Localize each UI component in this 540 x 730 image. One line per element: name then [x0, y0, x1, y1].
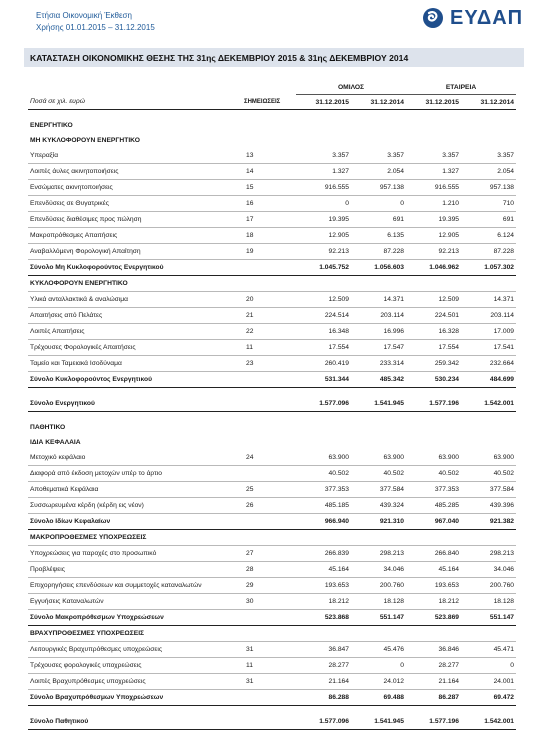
table-row [28, 466, 516, 482]
amount-cell: 485.285 [406, 498, 461, 514]
amount-cell: 193.653 [296, 578, 351, 594]
amount-cell: 485.342 [351, 372, 406, 388]
note-ref: 26 [244, 498, 296, 514]
amount-cell: 523.869 [406, 610, 461, 626]
note-ref [244, 690, 296, 706]
note-ref: 24 [244, 450, 296, 466]
line-item-label: Λοιπές Βραχυπρόθεσμες υποχρεώσεις [28, 674, 244, 690]
table-row [28, 324, 516, 340]
amount-cell: 967.040 [406, 514, 461, 530]
section-heading-row [28, 276, 516, 292]
amount-cell: 3.357 [351, 148, 406, 164]
section-heading-row [28, 435, 516, 450]
line-item-label: Σύνολο Ιδίων Κεφαλαίων [28, 514, 244, 530]
amount-cell: 1.327 [406, 164, 461, 180]
section-heading-row [28, 626, 516, 642]
section-heading: ΠΑΘΗΤΙΚΟ [30, 424, 66, 431]
amount-cell: 921.310 [351, 514, 406, 530]
amount-cell: 40.502 [296, 466, 351, 482]
amount-cell: 266.840 [406, 546, 461, 562]
amount-cell: 551.147 [461, 610, 516, 626]
amount-cell: 1.577.196 [406, 396, 461, 412]
amount-cell: 14.371 [461, 292, 516, 308]
amount-cell: 12.905 [406, 228, 461, 244]
amount-cell: 485.185 [296, 498, 351, 514]
note-ref [244, 372, 296, 388]
amount-cell: 45.164 [296, 562, 351, 578]
note-ref: 11 [244, 340, 296, 356]
amount-cell: 377.353 [296, 482, 351, 498]
table-row [28, 180, 516, 196]
table-row [28, 578, 516, 594]
amount-cell: 200.760 [461, 578, 516, 594]
amount-cell: 19.395 [406, 212, 461, 228]
section-heading: ΙΔΙΑ ΚΕΦΑΛΑΙΑ [30, 439, 81, 446]
amount-cell: 551.147 [351, 610, 406, 626]
amount-cell: 1.542.001 [461, 396, 516, 412]
section-heading-row [28, 133, 516, 148]
amount-cell: 18.212 [296, 594, 351, 610]
amount-cell: 484.699 [461, 372, 516, 388]
column-group-header [28, 80, 516, 95]
table-row [28, 308, 516, 324]
amount-cell: 17.541 [461, 340, 516, 356]
amount-cell: 3.357 [461, 148, 516, 164]
amount-cell: 957.138 [461, 180, 516, 196]
table-row [28, 594, 516, 610]
amount-cell: 28.277 [296, 658, 351, 674]
line-item-label: Λοιπές Απαιτήσεις [28, 324, 244, 340]
section-heading: ΕΝΕΡΓΗΤΙΚΟ [30, 122, 73, 129]
amount-cell: 1.542.001 [461, 714, 516, 730]
line-item-label: Ενσώματες ακινητοποιήσεις [28, 180, 244, 196]
date-header: 31.12.2014 [351, 95, 406, 110]
report-header [36, 10, 155, 34]
line-item-label: Υποχρεώσεις για παροχές στο προσωπικό [28, 546, 244, 562]
report-name: Ετήσια Οικονομική Έκθεση [36, 11, 132, 20]
amount-cell: 1.056.603 [351, 260, 406, 276]
note-ref [244, 610, 296, 626]
amount-cell: 36.847 [296, 642, 351, 658]
amount-cell: 45.471 [461, 642, 516, 658]
date-header: 31.12.2014 [461, 95, 516, 110]
note-ref: 23 [244, 356, 296, 372]
table-row [28, 482, 516, 498]
amount-cell: 86.288 [296, 690, 351, 706]
statement-title-band [24, 48, 524, 67]
company-logo [422, 6, 534, 30]
amount-cell: 12.905 [296, 228, 351, 244]
amount-cell: 28.277 [406, 658, 461, 674]
section-heading: ΒΡΑΧΥΠΡΟΘΕΣΜΕΣ ΥΠΟΧΡΕΩΣΕΙΣ [28, 626, 516, 642]
amount-cell: 1.327 [296, 164, 351, 180]
note-ref: 21 [244, 308, 296, 324]
amount-cell: 17.009 [461, 324, 516, 340]
note-ref: 17 [244, 212, 296, 228]
amount-cell: 2.054 [351, 164, 406, 180]
line-item-label: Επιχορηγήσεις επενδύσεων και συμμετοχές καταναλωτών [28, 578, 244, 594]
notes-column-label: ΣΗΜΕΙΩΣΕΙΣ [244, 95, 296, 110]
amount-cell: 377.584 [351, 482, 406, 498]
note-ref: 29 [244, 578, 296, 594]
amount-cell: 1.057.302 [461, 260, 516, 276]
amount-cell: 691 [351, 212, 406, 228]
line-item-label: Επενδύσεις διαθέσιμες προς πώληση [28, 212, 244, 228]
amount-cell: 710 [461, 196, 516, 212]
line-item-label: Προβλέψεις [28, 562, 244, 578]
amount-cell: 40.502 [351, 466, 406, 482]
amount-cell: 21.164 [406, 674, 461, 690]
amount-cell: 45.164 [406, 562, 461, 578]
amount-cell: 16.996 [351, 324, 406, 340]
amount-cell: 3.357 [296, 148, 351, 164]
total-row [28, 610, 516, 626]
line-item-label: Υλικά ανταλλακτικά & αναλώσιμα [28, 292, 244, 308]
group-column-label: ΟΜΙΛΟΣ [296, 80, 406, 95]
amount-cell: 36.846 [406, 642, 461, 658]
total-row [28, 372, 516, 388]
note-ref: 11 [244, 658, 296, 674]
amount-cell: 45.476 [351, 642, 406, 658]
note-ref: 18 [244, 228, 296, 244]
line-item-label: Σύνολο Μη Κυκλοφορούντος Ενεργητικού [28, 260, 244, 276]
note-ref [244, 466, 296, 482]
line-item-label: Σύνολο Κυκλοφορούντος Ενεργητικού [28, 372, 244, 388]
amount-cell: 69.472 [461, 690, 516, 706]
amount-cell: 40.502 [406, 466, 461, 482]
amount-cell: 531.344 [296, 372, 351, 388]
amount-cell: 523.868 [296, 610, 351, 626]
statement-title: ΚΑΤΑΣΤΑΣΗ ΟΙΚΟΝΟΜΙΚΗΣ ΘΕΣΗΣ ΤΗΣ 31ης ΔΕΚΕΜΒΡΙΟΥ 2015 & 31ης ΔΕΚΕΜΒΡΙΟΥ 2014 [30, 52, 409, 63]
amount-cell: 1.541.945 [351, 396, 406, 412]
amount-cell: 16.328 [406, 324, 461, 340]
table-row [28, 642, 516, 658]
amount-cell: 92.213 [406, 244, 461, 260]
line-item-label: Συσσωρευμένα κέρδη (κέρδη εις νέον) [28, 498, 244, 514]
table-row [28, 450, 516, 466]
note-ref: 28 [244, 562, 296, 578]
section-heading: ΜΗ ΚΥΚΛΟΦΟΡΟΥΝ ΕΝΕΡΓΗΤΙΚΟ [30, 137, 140, 144]
amount-cell: 203.114 [351, 308, 406, 324]
amount-cell: 63.900 [296, 450, 351, 466]
amount-cell: 63.900 [461, 450, 516, 466]
amount-cell: 921.382 [461, 514, 516, 530]
amount-cell: 377.584 [461, 482, 516, 498]
amount-cell: 86.287 [406, 690, 461, 706]
amount-cell: 40.502 [461, 466, 516, 482]
section-heading-row [28, 420, 516, 435]
table-row [28, 244, 516, 260]
line-item-label: Αναβαλλόμενη Φορολογική Απαίτηση [28, 244, 244, 260]
amount-cell: 16.348 [296, 324, 351, 340]
amount-cell: 1.541.945 [351, 714, 406, 730]
amount-cell: 298.213 [351, 546, 406, 562]
line-item-label: Επενδύσεις σε Θυγατρικές [28, 196, 244, 212]
financial-position-table [28, 80, 516, 730]
amount-cell: 224.514 [296, 308, 351, 324]
table-row [28, 658, 516, 674]
amount-cell: 6.124 [461, 228, 516, 244]
amount-cell: 0 [351, 658, 406, 674]
note-ref: 14 [244, 164, 296, 180]
amount-cell: 260.419 [296, 356, 351, 372]
line-item-label: Τρέχουσες φορολογικές υποχρεώσεις [28, 658, 244, 674]
amount-cell: 1.046.962 [406, 260, 461, 276]
spacer-row [28, 388, 516, 397]
amount-cell: 12.509 [296, 292, 351, 308]
spacer-row [28, 110, 516, 119]
amount-cell: 259.342 [406, 356, 461, 372]
table-row [28, 148, 516, 164]
amount-cell: 18.212 [406, 594, 461, 610]
amounts-unit-label: Ποσά σε χιλ. ευρώ [28, 95, 244, 110]
line-item-label: Λειτουργικές Βραχυπρόθεσμες υποχρεώσεις [28, 642, 244, 658]
amount-cell: 232.664 [461, 356, 516, 372]
amount-cell: 34.046 [461, 562, 516, 578]
amount-cell: 1.210 [406, 196, 461, 212]
line-item-label: Σύνολο Ενεργητικού [28, 396, 244, 412]
amount-cell: 530.234 [406, 372, 461, 388]
logo-text: ΕΥΔΑΠ [450, 6, 524, 29]
amount-cell: 24.012 [351, 674, 406, 690]
table-row [28, 228, 516, 244]
amount-cell: 87.228 [351, 244, 406, 260]
amount-cell: 1.577.096 [296, 396, 351, 412]
amount-cell: 2.054 [461, 164, 516, 180]
line-item-label: Μακροπρόθεσμες Απαιτήσεις [28, 228, 244, 244]
section-heading: ΚΥΚΛΟΦΟΡΟΥΝ ΕΝΕΡΓΗΤΙΚΟ [28, 276, 516, 292]
amount-cell: 63.900 [351, 450, 406, 466]
line-item-label: Μετοχικό κεφάλαιο [28, 450, 244, 466]
amount-cell: 439.396 [461, 498, 516, 514]
amount-cell: 92.213 [296, 244, 351, 260]
amount-cell: 19.395 [296, 212, 351, 228]
line-item-label: Εγγυήσεις Καταναλωτών [28, 594, 244, 610]
line-item-label: Υπεραξία [28, 148, 244, 164]
line-item-label: Απαιτήσεις από Πελάτες [28, 308, 244, 324]
table-row [28, 562, 516, 578]
amount-cell: 200.760 [351, 578, 406, 594]
amount-cell: 17.554 [406, 340, 461, 356]
total-row [28, 690, 516, 706]
note-ref [244, 514, 296, 530]
note-ref: 19 [244, 244, 296, 260]
line-item-label: Σύνολο Βραχυπρόθεσμων Υποχρεώσεων [28, 690, 244, 706]
total-row [28, 514, 516, 530]
table-row [28, 674, 516, 690]
line-item-label: Λοιπές άυλες ακινητοποιήσεις [28, 164, 244, 180]
table-row [28, 196, 516, 212]
line-item-label: Αποθεματικά Κεφάλαια [28, 482, 244, 498]
amount-cell: 87.228 [461, 244, 516, 260]
note-ref: 15 [244, 180, 296, 196]
amount-cell: 916.555 [296, 180, 351, 196]
date-header: 31.12.2015 [406, 95, 461, 110]
section-heading-row [28, 118, 516, 133]
note-ref [244, 260, 296, 276]
table-row [28, 356, 516, 372]
note-ref: 22 [244, 324, 296, 340]
amount-cell: 916.555 [406, 180, 461, 196]
amount-cell: 377.353 [406, 482, 461, 498]
amount-cell: 63.900 [406, 450, 461, 466]
section-heading-row [28, 530, 516, 546]
note-ref: 13 [244, 148, 296, 164]
total-row [28, 396, 516, 412]
line-item-label: Σύνολο Παθητικού [28, 714, 244, 730]
note-ref: 27 [244, 546, 296, 562]
amount-cell: 0 [461, 658, 516, 674]
table-row [28, 546, 516, 562]
amount-cell: 14.371 [351, 292, 406, 308]
report-period: Χρήσης 01.01.2015 – 31.12.2015 [36, 23, 155, 32]
date-header: 31.12.2015 [296, 95, 351, 110]
table-row [28, 212, 516, 228]
amount-cell: 21.164 [296, 674, 351, 690]
note-ref: 31 [244, 642, 296, 658]
amount-cell: 966.940 [296, 514, 351, 530]
amount-cell: 34.046 [351, 562, 406, 578]
amount-cell: 18.128 [461, 594, 516, 610]
table-row [28, 340, 516, 356]
amount-cell: 0 [351, 196, 406, 212]
table-row [28, 164, 516, 180]
water-drop-logo-icon [422, 7, 444, 29]
note-ref [244, 396, 296, 412]
amount-cell: 18.128 [351, 594, 406, 610]
table-row [28, 292, 516, 308]
amount-cell: 3.357 [406, 148, 461, 164]
total-row [28, 714, 516, 730]
amount-cell: 957.138 [351, 180, 406, 196]
note-ref [244, 714, 296, 730]
line-item-label: Τρέχουσες Φορολογικές Απαιτήσεις [28, 340, 244, 356]
amount-cell: 24.001 [461, 674, 516, 690]
note-ref: 30 [244, 594, 296, 610]
company-column-label: ΕΤΑΙΡΕΙΑ [406, 80, 516, 95]
amount-cell: 12.509 [406, 292, 461, 308]
amount-cell: 233.314 [351, 356, 406, 372]
note-ref: 16 [244, 196, 296, 212]
amount-cell: 69.488 [351, 690, 406, 706]
spacer-row [28, 412, 516, 421]
total-row [28, 260, 516, 276]
amount-cell: 691 [461, 212, 516, 228]
note-ref: 31 [244, 674, 296, 690]
amount-cell: 298.213 [461, 546, 516, 562]
amount-cell: 439.324 [351, 498, 406, 514]
amount-cell: 266.839 [296, 546, 351, 562]
line-item-label: Ταμείο και Ταμειακά Ισοδύναμα [28, 356, 244, 372]
amount-cell: 203.114 [461, 308, 516, 324]
amount-cell: 17.547 [351, 340, 406, 356]
amount-cell: 1.045.752 [296, 260, 351, 276]
section-heading: ΜΑΚΡΟΠΡΟΘΕΣΜΕΣ ΥΠΟΧΡΕΩΣΕΙΣ [28, 530, 516, 546]
spacer-row [28, 706, 516, 715]
line-item-label: Διαφορά από έκδοση μετοχών υπέρ το άρτιο [28, 466, 244, 482]
amount-cell: 6.135 [351, 228, 406, 244]
amount-cell: 0 [296, 196, 351, 212]
amount-cell: 1.577.196 [406, 714, 461, 730]
line-item-label: Σύνολο Μακροπρόθεσμων Υποχρεώσεων [28, 610, 244, 626]
note-ref: 25 [244, 482, 296, 498]
note-ref: 20 [244, 292, 296, 308]
amount-cell: 1.577.096 [296, 714, 351, 730]
amount-cell: 17.554 [296, 340, 351, 356]
amount-cell: 224.501 [406, 308, 461, 324]
table-row [28, 498, 516, 514]
amount-cell: 193.653 [406, 578, 461, 594]
column-date-header [28, 95, 516, 110]
